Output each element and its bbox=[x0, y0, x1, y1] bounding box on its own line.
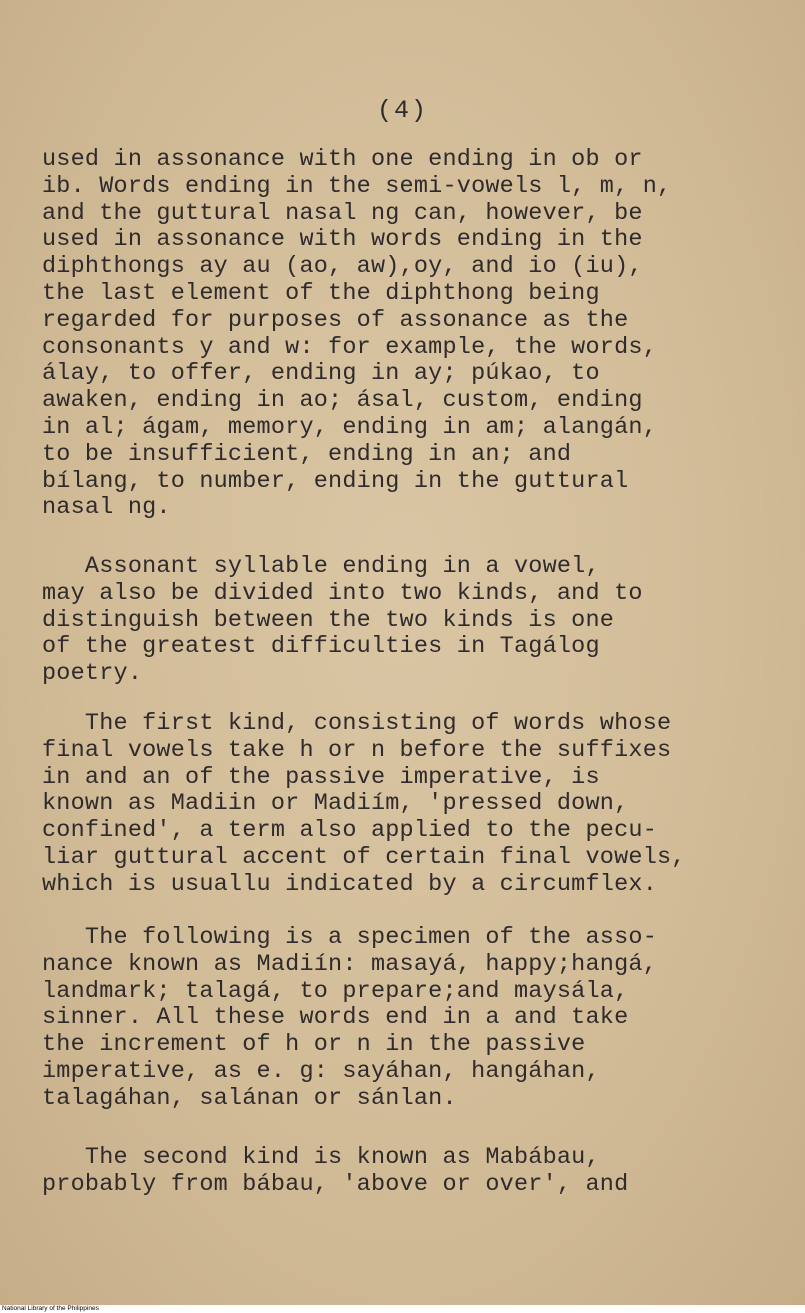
text-line: used in assonance with words ending in the bbox=[42, 226, 643, 254]
text-line: the last element of the diphthong being bbox=[42, 279, 600, 307]
text-line: consonants y and w: for example, the words, bbox=[42, 333, 657, 361]
text-line: used in assonance with one ending in ob or bbox=[42, 146, 643, 173]
footer-band bbox=[0, 1305, 805, 1313]
paragraph bbox=[42, 925, 772, 1113]
text-line: confined', a term also applied to the pecu- bbox=[42, 817, 657, 845]
text-line: The second kind is known as Mabábau, bbox=[42, 1144, 600, 1171]
text-line: The following is a specimen of the asso- bbox=[42, 924, 657, 951]
text-line: awaken, ending in ao; ásal, custom, ending bbox=[42, 387, 643, 415]
text-line: probably from bábau, 'above or over', and bbox=[42, 1170, 629, 1198]
page-number: (4) bbox=[376, 96, 428, 125]
text-line: of the greatest difficulties in Tagálog bbox=[42, 633, 600, 661]
text-line: bílang, to number, ending in the guttural bbox=[42, 467, 629, 495]
text-line: nasal ng. bbox=[42, 494, 171, 522]
paragraph bbox=[42, 1145, 772, 1199]
paragraph bbox=[42, 711, 772, 899]
text-line: known as Madiin or Madiím, 'pressed down, bbox=[42, 790, 629, 818]
text-line: and the guttural nasal ng can, however, be bbox=[42, 199, 643, 227]
text-line: álay, to offer, ending in ay; púkao, to bbox=[42, 360, 600, 388]
text-line: nance known as Madiín: masayá, happy;hangá, bbox=[42, 950, 657, 978]
text-line: which is usuallu indicated by a circumflex. bbox=[42, 870, 657, 898]
text-line: ib. Words ending in the semi-vowels l, m, n, bbox=[42, 172, 672, 200]
text-line: imperative, as e. g: sayáhan, hangáhan, bbox=[42, 1057, 600, 1085]
paragraph bbox=[42, 147, 772, 522]
text-line: final vowels take h or n before the suffixes bbox=[42, 736, 672, 764]
text-line: to be insufficient, ending in an; and bbox=[42, 440, 572, 468]
text-line: landmark; talagá, to prepare;and maysála, bbox=[42, 977, 629, 1005]
text-line: in al; ágam, memory, ending in am; alangán, bbox=[42, 413, 657, 441]
text-line: the increment of h or n in the passive bbox=[42, 1031, 586, 1059]
text-line: liar guttural accent of certain final vowels, bbox=[42, 843, 686, 871]
text-line: poetry. bbox=[42, 660, 143, 688]
text-line: sinner. All these words end in a and take bbox=[42, 1004, 629, 1032]
text-line: regarded for purposes of assonance as the bbox=[42, 306, 629, 334]
text-line: in and an of the passive imperative, is bbox=[42, 763, 600, 791]
paragraph bbox=[42, 554, 772, 688]
text-line: may also be divided into two kinds, and to bbox=[42, 579, 643, 607]
text-line: diphthongs ay au (ao, aw),oy, and io (iu), bbox=[42, 253, 643, 281]
text-line: Assonant syllable ending in a vowel, bbox=[42, 553, 600, 580]
text-line: distinguish between the two kinds is one bbox=[42, 606, 615, 634]
footer-credit: National Library of the Philippines bbox=[2, 1305, 99, 1312]
text-line: talagáhan, salánan or sánlan. bbox=[42, 1084, 457, 1112]
text-line: The first kind, consisting of words whose bbox=[42, 710, 672, 737]
